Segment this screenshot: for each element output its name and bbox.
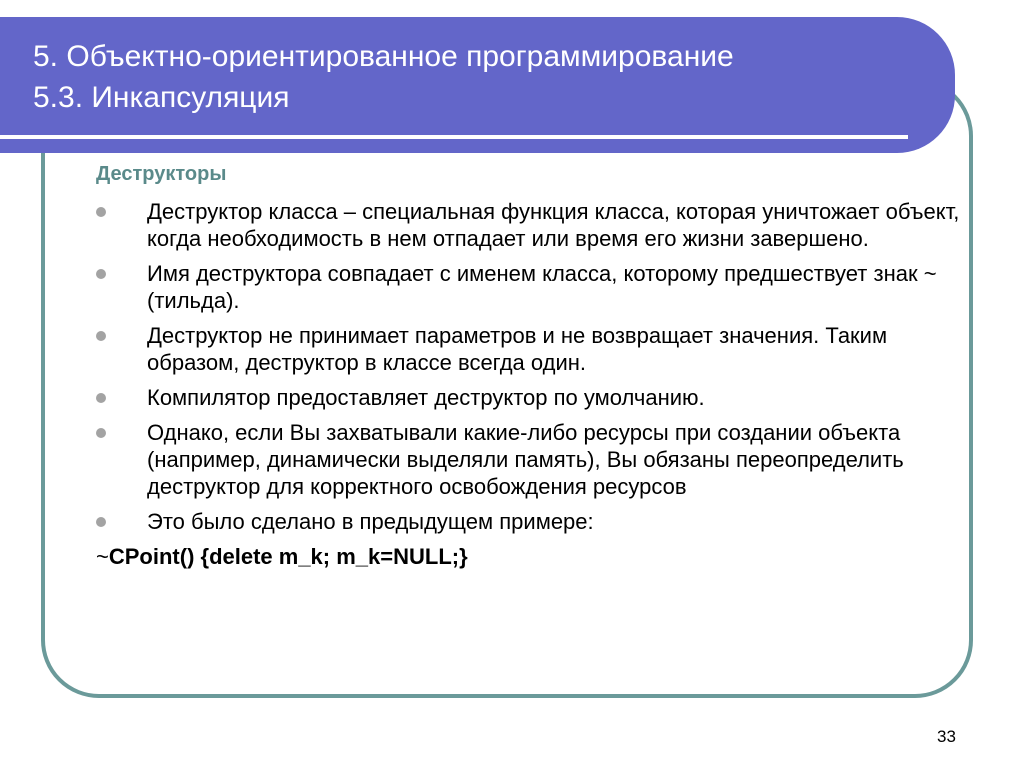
bullet-dot-icon <box>96 517 106 527</box>
bullet-text: Однако, если Вы захватывали какие-либо ресурсы при создании объекта (например, динамически выделяли память), Вы обязаны переопределить деструктор для корректного освобождения ресурсов <box>147 420 904 499</box>
bullet-text: Деструктор не принимает параметров и не возвращает значения. Таким образом, деструктор в классе всегда один. <box>147 323 888 375</box>
title-underline <box>0 135 908 139</box>
title-line-2: 5.3. Инкапсуляция <box>33 81 290 114</box>
bullet-dot-icon <box>96 331 106 341</box>
bullet-list <box>96 198 966 535</box>
bullet-text: Имя деструктора совпадает с именем класса, которому предшествует знак ~(тильда). <box>147 261 937 313</box>
bullet-text: Это было сделано в предыдущем примере: <box>147 509 594 534</box>
bullet-text: Деструктор класса – специальная функция класса, которая уничтожает объект, когда необходимость в нем отпадает или время его жизни завершено. <box>147 199 960 251</box>
bullet-dot-icon <box>96 207 106 217</box>
bullet-item <box>96 260 966 314</box>
code-tilde: ~ <box>96 544 109 569</box>
bullet-item <box>96 508 966 535</box>
code-example <box>96 543 966 570</box>
section-heading: Деструкторы <box>96 163 227 185</box>
bullet-dot-icon <box>96 428 106 438</box>
bullet-dot-icon <box>96 269 106 279</box>
slide-title <box>33 36 913 118</box>
bullet-item <box>96 198 966 252</box>
bullet-item <box>96 419 966 500</box>
title-line-1: 5. Объектно-ориентированное программирование <box>33 40 734 73</box>
bullet-item <box>96 384 966 411</box>
bullet-item <box>96 322 966 376</box>
bullet-dot-icon <box>96 393 106 403</box>
slide-content <box>96 160 966 570</box>
bullet-text: Компилятор предоставляет деструктор по умолчанию. <box>147 385 705 410</box>
page-number: 33 <box>937 727 956 746</box>
code-text: CPoint() {delete m_k; m_k=NULL;} <box>108 544 468 569</box>
